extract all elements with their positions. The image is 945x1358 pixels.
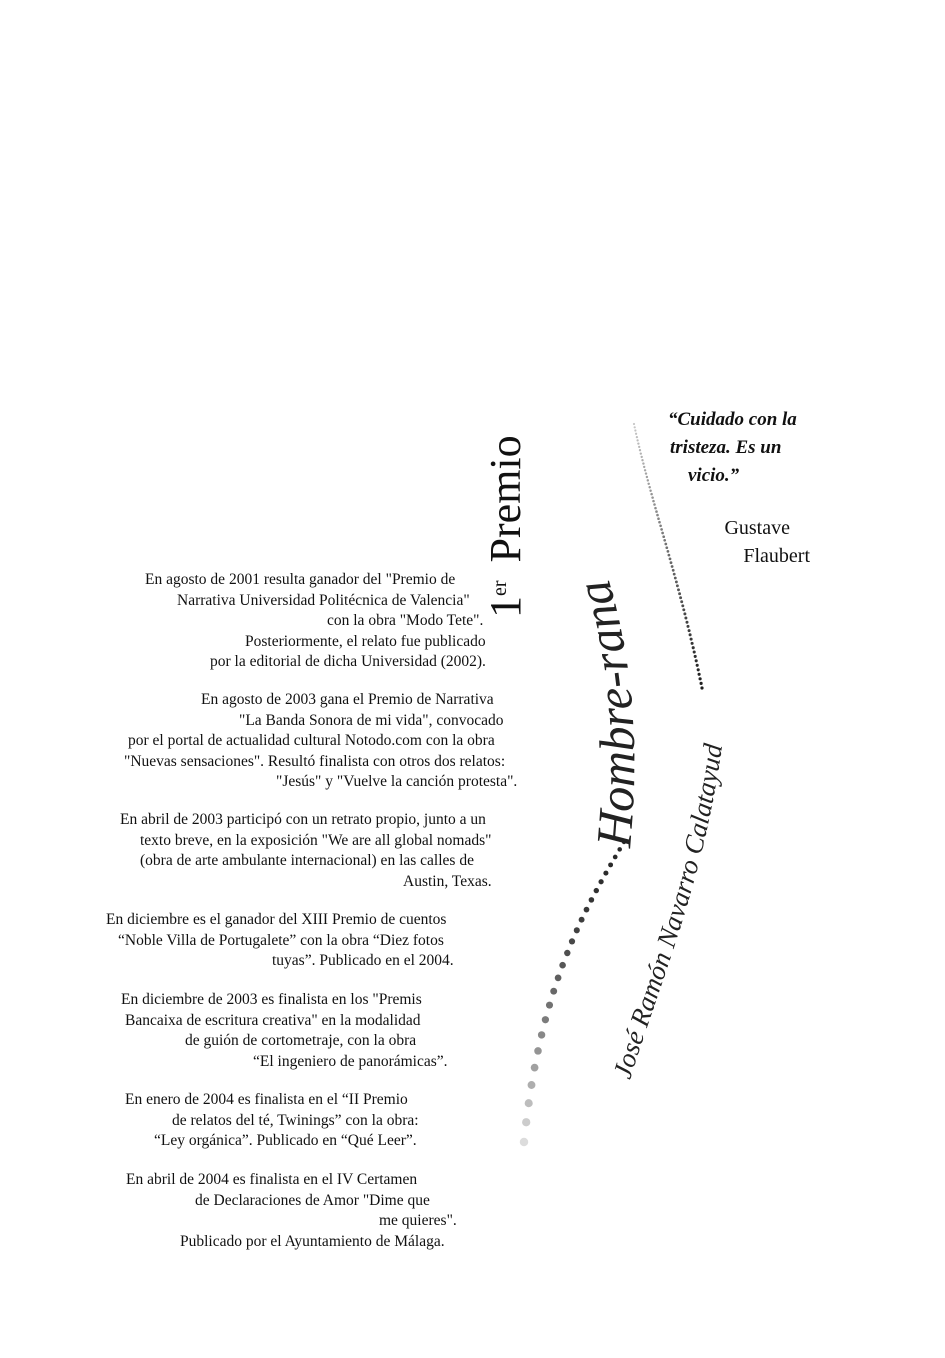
bio-line: Publicado por el Ayuntamiento de Málaga.: [180, 1232, 445, 1250]
bio-paragraph-5: [121, 990, 448, 1072]
award-number: 1: [481, 596, 530, 618]
bio-line: Narrativa Universidad Politécnica de Valencia": [177, 591, 470, 609]
bio-line: me quieres".: [379, 1212, 457, 1229]
bio-line: En abril de 2003 participó con un retrato propio, junto a un: [120, 811, 486, 828]
quote-author-line: Flaubert: [743, 545, 810, 567]
quote-line: tristeza. Es un: [670, 437, 782, 458]
bio-line: "Jesús" y "Vuelve la canción protesta".: [276, 773, 518, 790]
author-name-text: José Ramón Navarro Calatayud: [606, 741, 729, 1082]
bio-paragraph-6: [125, 1090, 419, 1152]
quote-author-line: Gustave: [724, 517, 790, 539]
bio-line: por la editorial de dicha Universidad (2002).: [210, 653, 486, 670]
bio-line: de guión de cortometraje, con la obra: [185, 1032, 417, 1049]
bio-paragraph-4: [106, 910, 454, 972]
bio-line: texto breve, en la exposición "We are all global nomads": [140, 831, 492, 849]
award-word: Premio: [481, 435, 530, 563]
bio-line: "Nuevas sensaciones". Resultó finalista con otros dos relatos:: [124, 752, 506, 770]
bio-line: En diciembre de 2003 es finalista en los "Premis: [121, 991, 422, 1008]
book-title-text: Hombre-rana: [564, 574, 646, 850]
bio-line: de Declaraciones de Amor "Dime que: [195, 1191, 430, 1209]
bio-line: En agosto de 2003 gana el Premio de Narrativa: [201, 691, 494, 708]
bio-line: Posteriormente, el relato fue publicado: [245, 632, 486, 650]
bio-line: “El ingeniero de panorámicas”.: [253, 1052, 448, 1070]
bio-line: “Ley orgánica”. Publicado en “Qué Leer”.: [154, 1132, 417, 1149]
bio-line: En enero de 2004 es finalista en el “II Premio: [125, 1091, 408, 1108]
bio-line: Austin, Texas.: [403, 872, 492, 890]
bio-line: por el portal de actualidad cultural Notodo.com con la obra: [128, 732, 495, 749]
bio-line: (obra de arte ambulante internacional) en las calles de: [140, 852, 474, 869]
bio-line: Bancaixa de escritura creativa" en la modalidad: [125, 1011, 421, 1029]
book-title: [565, 575, 646, 851]
bio-line: con la obra "Modo Tete".: [327, 612, 484, 629]
bio-paragraph-2: [124, 690, 517, 793]
award-superscript: er: [489, 580, 511, 596]
quote-line: “Cuidado con la: [668, 409, 797, 430]
bio-line: "La Banda Sonora de mi vida", convocado: [239, 711, 504, 729]
bio-paragraph-7: [126, 1170, 457, 1252]
bio-line: En diciembre es el ganador del XIII Premio de cuentos: [106, 911, 447, 928]
bio-line: “Noble Villa de Portugalete” con la obra “Diez fotos: [118, 931, 444, 949]
bio-line: En agosto de 2001 resulta ganador del "Premio de: [145, 571, 456, 588]
bio-line: tuyas”. Publicado en el 2004.: [272, 952, 454, 969]
bio-line: En abril de 2004 es finalista en el IV Certamen: [126, 1171, 418, 1188]
quote-line: vicio.”: [688, 465, 740, 486]
bio-paragraph-3: [120, 810, 492, 892]
bio-paragraph-1: [145, 570, 486, 673]
bio-line: de relatos del té, Twinings” con la obra:: [172, 1111, 419, 1129]
